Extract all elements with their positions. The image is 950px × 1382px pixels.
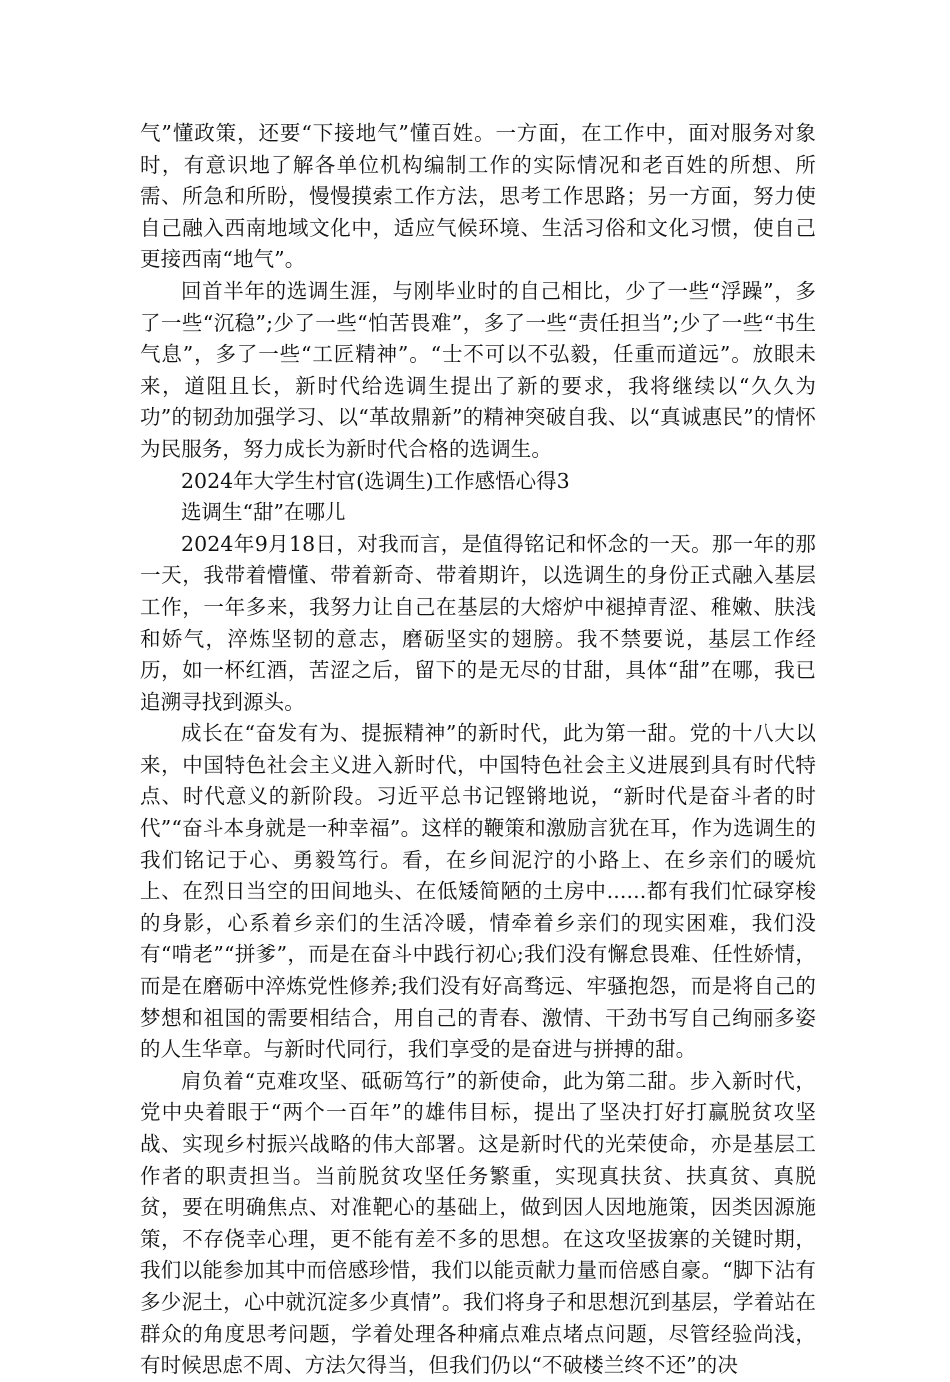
section-title: 2024年大学生村官(选调生)工作感悟心得3 bbox=[181, 468, 570, 493]
article-title: 选调生“甜”在哪儿 bbox=[181, 500, 346, 525]
body-paragraph: 肩负着“克难攻坚、砥砺笃行”的新使命，此为第二甜。步入新时代，党中央着眼于“两个一百年”的雄伟目标，提出了坚决打好打赢脱贫攻坚战、实现乡村振兴战略的伟大部署。这是新时代的光荣使命，亦是基层工作者的职责担当。当前脱贫攻坚任务繁重，实现真扶贫、扶真贫、真脱贫，要在明确焦点、对准靶心的基础上，做到因人因地施策，因类因源施策，不存侥幸心理，更不能有差不多的思想。在这攻坚拔寨的关键时期，我们以能参加其中而倍感珍惜，我们以能贡献力量而倍感自豪。“脚下沾有多少泥土，心中就沉淀多少真情”。我们将身子和思想沉到基层，学着站在群众的角度思考问题，学着处理各种痛点难点堵点问题，尽管经验尚浅，有时候思虑不周、方法欠得当，但我们仍以“不破楼兰终不还”的决 bbox=[140, 1068, 816, 1378]
document-page bbox=[140, 118, 816, 1382]
body-paragraph: 成长在“奋发有为、提振精神”的新时代，此为第一甜。党的十八大以来，中国特色社会主义进入新时代，中国特色社会主义进展到具有时代特点、时代意义的新阶段。习近平总书记铿锵地说，“新时代是奋斗者的时代”“奋斗本身就是一种幸福”。这样的鞭策和激励言犹在耳，作为选调生的我们铭记于心、勇毅笃行。看，在乡间泥泞的小路上、在乡亲们的暖炕上、在烈日当空的田间地头、在低矮简陋的土房中......都有我们忙碌穿梭的身影，心系着乡亲们的生活冷暖，情牵着乡亲们的现实困难，我们没有“啃老”“拼爹”，而是在奋斗中践行初心;我们没有懈怠畏难、任性娇情，而是在磨砺中淬炼党性修养;我们没有好高骛远、牢骚抱怨，而是将自己的梦想和祖国的需要相结合，用自己的青春、激情、干劲书写自己绚丽多姿的人生华章。与新时代同行，我们享受的是奋进与拼搏的甜。 bbox=[140, 721, 816, 1062]
body-paragraph: 气”懂政策，还要“下接地气”懂百姓。一方面，在工作中，面对服务对象时，有意识地了解各单位机构编制工作的实际情况和老百姓的所想、所需、所急和所盼，慢慢摸索工作方法，思考工作思路；另一方面，努力使自己融入西南地域文化中，适应气候环境、生活习俗和文化习惯，使自己更接西南“地气”。 bbox=[140, 121, 816, 272]
body-paragraph: 回首半年的选调生涯，与刚毕业时的自己相比，少了一些“浮躁”，多了一些“沉稳”;少了一些“怕苦畏难”，多了一些“责任担当”;少了一些“书生气息”，多了一些“工匠精神”。“士不可以不弘毅，任重而道远”。放眼未来，道阻且长，新时代给选调生提出了新的要求，我将继续以“久久为功”的韧劲加强学习、以“革故鼎新”的精神突破自我、以“真诚惠民”的情怀为民服务，努力成长为新时代合格的选调生。 bbox=[140, 278, 816, 461]
body-paragraph: 2024年9月18日，对我而言，是值得铭记和怀念的一天。那一年的那一天，我带着懵懂、带着新奇、带着期许，以选调生的身份正式融入基层工作，一年多来，我努力让自己在基层的大熔炉中褪掉青涩、稚嫩、肤浅和娇气，淬炼坚韧的意志，磨砺坚实的翅膀。我不禁要说，基层工作经历，如一杯红酒，苦涩之后，留下的是无尽的甘甜，具体“甜”在哪，我已追溯寻找到源头。 bbox=[140, 531, 816, 714]
